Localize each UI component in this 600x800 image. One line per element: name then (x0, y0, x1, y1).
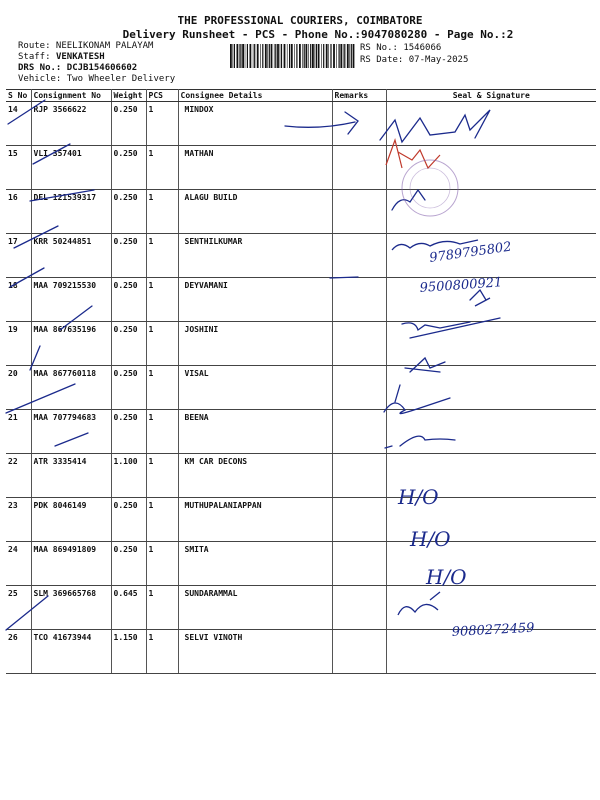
barcode-bar (271, 44, 273, 68)
row-remarks (332, 630, 386, 674)
row-weight: 0.250 (111, 366, 146, 410)
row-signature (386, 542, 596, 586)
row-consignee: SUNDARAMMAL (178, 586, 332, 630)
row-consignee: MATHAN (178, 146, 332, 190)
table-row (6, 630, 596, 674)
row-consignment-no: MAA 707794683 (31, 410, 111, 454)
table-row (6, 454, 596, 498)
handwritten-h-o-row24: H/O (410, 527, 451, 551)
row-sno: 22 (6, 454, 31, 498)
row-remarks (332, 146, 386, 190)
row-pcs: 1 (146, 146, 178, 190)
rs-number: RS No.: 1546066 (360, 43, 442, 53)
row-signature (386, 146, 596, 190)
table-row (6, 410, 596, 454)
barcode-bar (353, 44, 355, 68)
row-consignment-no: TCO 41673944 (31, 630, 111, 674)
barcode-bar (250, 44, 252, 68)
barcode-bar (328, 44, 329, 68)
barcode-bar (289, 44, 290, 68)
row-sno: 15 (6, 146, 31, 190)
table-row (6, 278, 596, 322)
row-weight: 0.250 (111, 146, 146, 190)
row-sno: 23 (6, 498, 31, 542)
table-row (6, 322, 596, 366)
row-pcs: 1 (146, 586, 178, 630)
barcode-bar (234, 44, 235, 68)
row-pcs: 1 (146, 278, 178, 322)
barcode-bar (318, 44, 320, 68)
row-signature (386, 586, 596, 630)
handwritten-h-o-row23: H/O (398, 485, 439, 509)
barcode-bar (237, 44, 239, 68)
row-consignment-no: MAA 869491809 (31, 542, 111, 586)
row-remarks (332, 234, 386, 278)
barcode-bar (333, 44, 335, 68)
barcode-bar (260, 44, 261, 68)
col-signature: Seal & Signature (386, 90, 596, 102)
row-weight: 0.250 (111, 102, 146, 146)
barcode-bar (343, 44, 344, 68)
row-consignment-no: PDK 8046149 (31, 498, 111, 542)
barcode-bar (323, 44, 324, 68)
row-consignment-no: ATR 3335414 (31, 454, 111, 498)
row-remarks (332, 542, 386, 586)
row-consignee: SMITA (178, 542, 332, 586)
barcode-bar (306, 44, 308, 68)
barcode-bar (344, 44, 345, 68)
barcode-bar (349, 44, 350, 68)
barcode-bar (294, 44, 295, 68)
row-weight: 0.250 (111, 190, 146, 234)
row-remarks (332, 410, 386, 454)
row-consignment-no: DEL 121539317 (31, 190, 111, 234)
row-sno: 14 (6, 102, 31, 146)
row-consignee: MINDOX (178, 102, 332, 146)
row-remarks (332, 454, 386, 498)
row-pcs: 1 (146, 498, 178, 542)
row-sno: 21 (6, 410, 31, 454)
barcode-bar (245, 44, 246, 68)
row-consignee: SELVI VINOTH (178, 630, 332, 674)
drs-label: DRS No.: (18, 63, 62, 73)
row-sno: 20 (6, 366, 31, 410)
barcode-bar (315, 44, 316, 68)
row-signature (386, 410, 596, 454)
row-remarks (332, 366, 386, 410)
barcode-bar (277, 44, 279, 68)
row-pcs: 1 (146, 630, 178, 674)
barcode-bar (336, 44, 337, 68)
vehicle-info: Vehicle: Two Wheeler Delivery (18, 74, 176, 84)
row-consignment-no: VLI 357401 (31, 146, 111, 190)
row-pcs: 1 (146, 322, 178, 366)
col-remarks: Remarks (332, 90, 386, 102)
barcode-bar (339, 44, 340, 68)
row-sno: 24 (6, 542, 31, 586)
row-remarks (332, 278, 386, 322)
barcode-bar (299, 44, 301, 68)
col-consignee: Consignee Details (178, 90, 332, 102)
barcode-bar (312, 44, 314, 68)
row-pcs: 1 (146, 410, 178, 454)
barcode-bar (308, 44, 309, 68)
row-pcs: 1 (146, 366, 178, 410)
row-weight: 0.250 (111, 234, 146, 278)
barcode-bar (284, 44, 286, 68)
table-row (6, 542, 596, 586)
row-consignment-no: RJP 3566622 (31, 102, 111, 146)
row-consignment-no: MAA 867635196 (31, 322, 111, 366)
handwritten-phone-3: 9080272459 (451, 620, 535, 640)
row-weight: 0.645 (111, 586, 146, 630)
row-pcs: 1 (146, 454, 178, 498)
row-signature (386, 454, 596, 498)
barcode-bar (351, 44, 352, 68)
row-remarks (332, 190, 386, 234)
barcode-bar (296, 44, 297, 68)
barcode-bar (281, 44, 282, 68)
barcode-bar (330, 44, 331, 68)
row-signature (386, 322, 596, 366)
row-sno: 25 (6, 586, 31, 630)
barcode-bar (239, 44, 240, 68)
runsheet-table (6, 89, 596, 674)
row-signature (386, 366, 596, 410)
rs-date: RS Date: 07-May-2025 (360, 55, 469, 65)
row-weight: 0.250 (111, 542, 146, 586)
barcode-bar (274, 44, 275, 68)
handwritten-phone-2: 9500800921 (419, 275, 503, 296)
drs-number: DCJB154606602 (66, 63, 138, 73)
row-remarks (332, 586, 386, 630)
row-pcs: 1 (146, 102, 178, 146)
barcode-bar (242, 44, 244, 68)
staff-info (18, 52, 105, 63)
row-consignee: ALAGU BUILD (178, 190, 332, 234)
barcode-icon (230, 44, 355, 68)
barcode-bar (262, 44, 263, 68)
row-remarks (332, 102, 386, 146)
row-consignment-no: MAA 867760118 (31, 366, 111, 410)
row-consignee: SENTHILKUMAR (178, 234, 332, 278)
table-row (6, 234, 596, 278)
barcode-bar (304, 44, 305, 68)
route-info: Route: NEELIKONAM PALAYAM (18, 41, 154, 51)
row-weight: 1.100 (111, 454, 146, 498)
row-consignee: VISAL (178, 366, 332, 410)
barcode-bar (253, 44, 254, 68)
row-weight: 0.250 (111, 322, 146, 366)
table-row (6, 146, 596, 190)
barcode-bar (254, 44, 255, 68)
col-weight: Weight (111, 90, 146, 102)
barcode-bar (265, 44, 267, 68)
row-sno: 18 (6, 278, 31, 322)
row-weight: 0.250 (111, 498, 146, 542)
row-consignee: KM CAR DECONS (178, 454, 332, 498)
row-sno: 16 (6, 190, 31, 234)
row-signature (386, 630, 596, 674)
barcode-bar (340, 44, 342, 68)
table-header-row (6, 90, 596, 102)
barcode-bar (247, 44, 248, 68)
staff-label: Staff: (18, 52, 51, 62)
row-consignee: JOSHINI (178, 322, 332, 366)
row-signature (386, 278, 596, 322)
row-consignment-no: SLM 369665768 (31, 586, 111, 630)
row-signature (386, 102, 596, 146)
handwritten-h-o-row25: H/O (426, 565, 467, 589)
row-signature (386, 190, 596, 234)
col-pcs: PCS (146, 90, 178, 102)
barcode-bar (280, 44, 281, 68)
barcode-bar (230, 44, 232, 68)
row-consignment-no: KRR 50244851 (31, 234, 111, 278)
row-pcs: 1 (146, 190, 178, 234)
row-sno: 17 (6, 234, 31, 278)
barcode-bar (347, 44, 349, 68)
row-pcs: 1 (146, 542, 178, 586)
barcode-bar (326, 44, 328, 68)
runsheet-title: THE PROFESSIONAL COURIERS, COIMBATORE (177, 14, 423, 27)
barcode-bar (310, 44, 311, 68)
barcode-bar (233, 44, 234, 68)
row-weight: 1.150 (111, 630, 146, 674)
col-sno: S No (6, 90, 31, 102)
row-remarks (332, 498, 386, 542)
col-consignment: Consignment No (31, 90, 111, 102)
table-row (6, 498, 596, 542)
barcode-bar (316, 44, 317, 68)
barcode-bar (287, 44, 288, 68)
row-consignee: DEYVAMANI (178, 278, 332, 322)
barcode-bar (302, 44, 303, 68)
row-consignment-no: MAA 709215530 (31, 278, 111, 322)
row-sno: 26 (6, 630, 31, 674)
row-pcs: 1 (146, 234, 178, 278)
table-row (6, 190, 596, 234)
barcode-bar (291, 44, 293, 68)
table-row (6, 102, 596, 146)
handwritten-phone-1: 9789795802 (428, 239, 513, 266)
barcode-bar (275, 44, 276, 68)
row-signature (386, 498, 596, 542)
runsheet-subtitle: Delivery Runsheet - PCS - Phone No.:9047080280 - Page No.:2 (122, 28, 514, 41)
row-consignee: MUTHUPALANIAPPAN (178, 498, 332, 542)
row-weight: 0.250 (111, 278, 146, 322)
row-sno: 19 (6, 322, 31, 366)
row-remarks (332, 322, 386, 366)
barcode-bar (269, 44, 270, 68)
barcode-bar (257, 44, 259, 68)
barcode-bar (321, 44, 322, 68)
table-row (6, 366, 596, 410)
drs-info (18, 63, 137, 74)
row-consignee: BEENA (178, 410, 332, 454)
row-signature (386, 234, 596, 278)
staff-name: VENKATESH (55, 52, 105, 62)
barcode-bar (267, 44, 268, 68)
row-weight: 0.250 (111, 410, 146, 454)
barcode-bar (240, 44, 241, 68)
table-row (6, 586, 596, 630)
